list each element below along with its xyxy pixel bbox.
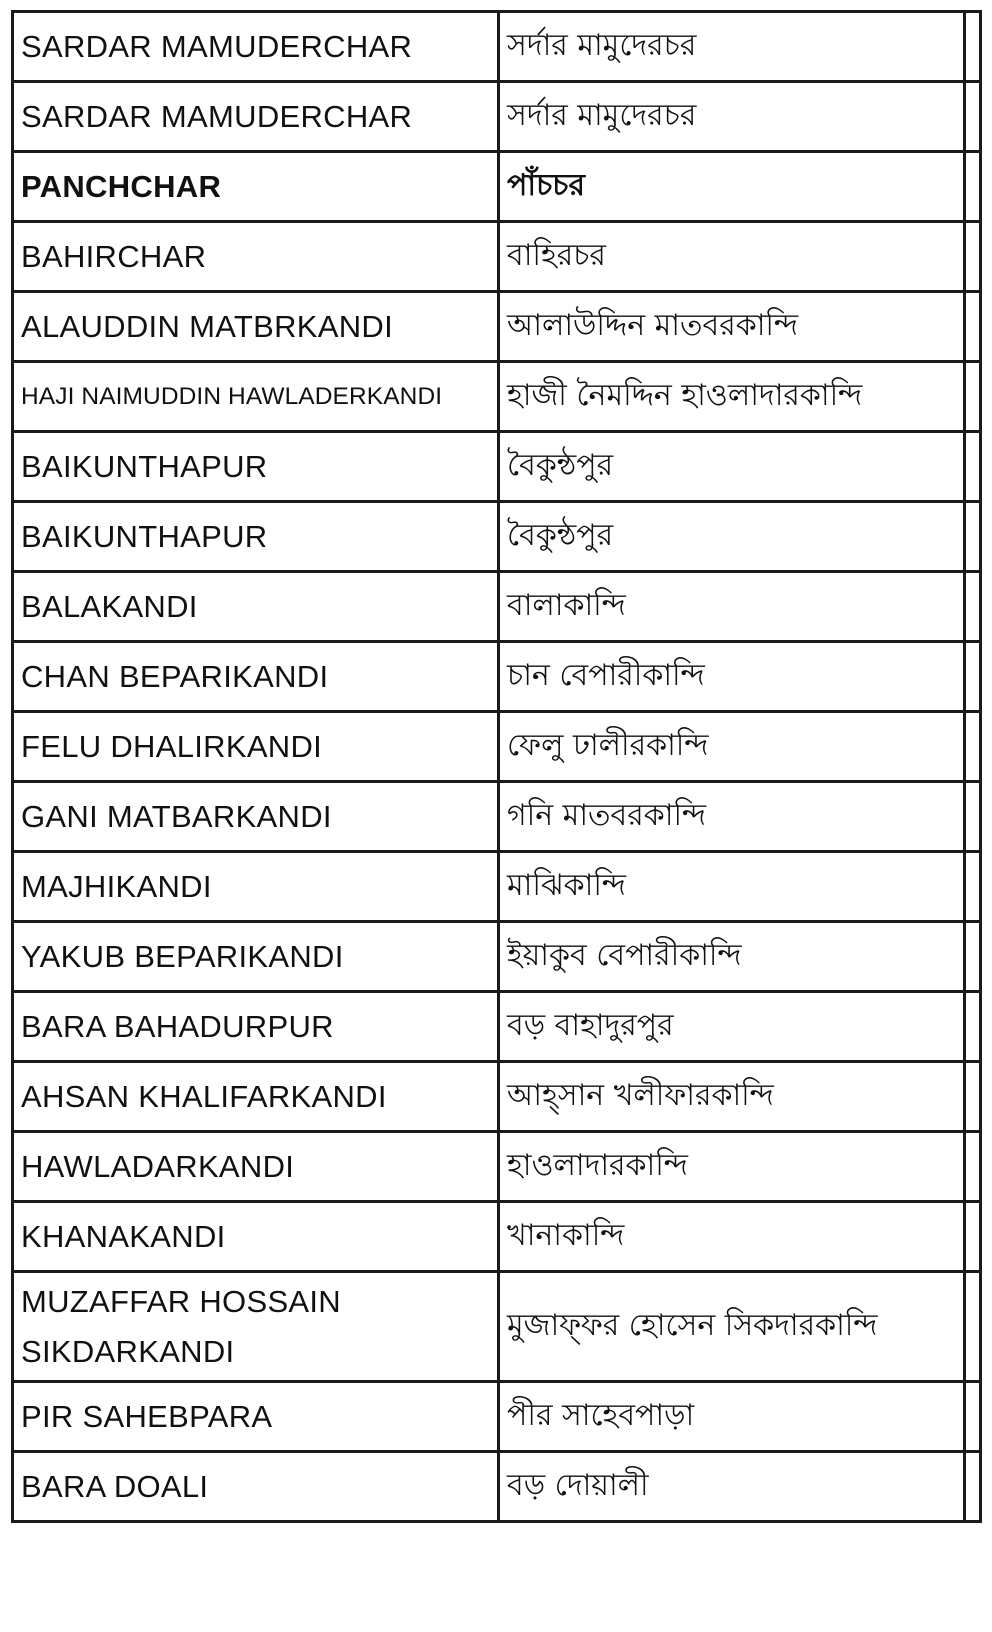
english-name-cell: SARDAR MAMUDERCHAR <box>13 82 499 152</box>
english-name-cell: BAHIRCHAR <box>13 222 499 292</box>
table-row <box>13 502 981 572</box>
empty-cell <box>965 292 981 362</box>
english-name-cell: ALAUDDIN MATBRKANDI <box>13 292 499 362</box>
english-name-cell: HAJI NAIMUDDIN HAWLADERKANDI <box>13 362 499 432</box>
table-row <box>13 362 981 432</box>
english-name-cell: SARDAR MAMUDERCHAR <box>13 12 499 82</box>
table-row <box>13 1132 981 1202</box>
empty-cell <box>965 1202 981 1272</box>
empty-cell <box>965 152 981 222</box>
table-row <box>13 1452 981 1522</box>
english-name-cell: MUZAFFAR HOSSAIN SIKDARKANDI <box>13 1272 499 1382</box>
bengali-name-cell: মাঝিকান্দি <box>499 852 965 922</box>
english-name-cell: PANCHCHAR <box>13 152 499 222</box>
table-row <box>13 1202 981 1272</box>
empty-cell <box>965 82 981 152</box>
english-name-cell: BALAKANDI <box>13 572 499 642</box>
table-row <box>13 292 981 362</box>
empty-cell <box>965 852 981 922</box>
table-row <box>13 1062 981 1132</box>
empty-cell <box>965 362 981 432</box>
empty-cell <box>965 782 981 852</box>
table-row <box>13 992 981 1062</box>
bengali-name-cell: খানাকান্দি <box>499 1202 965 1272</box>
bengali-name-cell: চান বেপারীকান্দি <box>499 642 965 712</box>
bengali-name-cell: সর্দার মামুদেরচর <box>499 12 965 82</box>
english-name-cell: CHAN BEPARIKANDI <box>13 642 499 712</box>
table-row <box>13 852 981 922</box>
bengali-name-cell: পীর সাহেবপাড়া <box>499 1382 965 1452</box>
english-name-cell: MAJHIKANDI <box>13 852 499 922</box>
empty-cell <box>965 992 981 1062</box>
empty-cell <box>965 1272 981 1382</box>
table-row <box>13 82 981 152</box>
english-name-cell: BAIKUNTHAPUR <box>13 432 499 502</box>
bengali-name-cell: হাওলাদারকান্দি <box>499 1132 965 1202</box>
table-row <box>13 222 981 292</box>
bengali-name-cell: বালাকান্দি <box>499 572 965 642</box>
empty-cell <box>965 502 981 572</box>
empty-cell <box>965 432 981 502</box>
empty-cell <box>965 1132 981 1202</box>
bengali-name-cell: আলাউদ্দিন মাতবরকান্দি <box>499 292 965 362</box>
bengali-name-cell: বৈকুন্ঠপুর <box>499 502 965 572</box>
english-name-cell: GANI MATBARKANDI <box>13 782 499 852</box>
table-row <box>13 782 981 852</box>
table-row <box>13 432 981 502</box>
empty-cell <box>965 1452 981 1522</box>
empty-cell <box>965 922 981 992</box>
table-row <box>13 1382 981 1452</box>
bengali-name-cell: বড় দোয়ালী <box>499 1452 965 1522</box>
empty-cell <box>965 222 981 292</box>
english-name-cell: BARA DOALI <box>13 1452 499 1522</box>
place-name-table <box>11 10 982 1523</box>
table-row <box>13 12 981 82</box>
english-name-cell: AHSAN KHALIFARKANDI <box>13 1062 499 1132</box>
bengali-name-cell: পাঁচচর <box>499 152 965 222</box>
bengali-name-cell: বড় বাহাদুরপুর <box>499 992 965 1062</box>
table-row <box>13 712 981 782</box>
bengali-name-cell: সর্দার মামুদেরচর <box>499 82 965 152</box>
table-row <box>13 572 981 642</box>
english-name-cell: YAKUB BEPARIKANDI <box>13 922 499 992</box>
empty-cell <box>965 1382 981 1452</box>
table-row <box>13 1272 981 1382</box>
english-name-cell: HAWLADARKANDI <box>13 1132 499 1202</box>
english-name-cell: PIR SAHEBPARA <box>13 1382 499 1452</box>
english-name-cell: KHANAKANDI <box>13 1202 499 1272</box>
table-row <box>13 152 981 222</box>
table-row <box>13 642 981 712</box>
table-row <box>13 922 981 992</box>
english-name-cell: FELU DHALIRKANDI <box>13 712 499 782</box>
bengali-name-cell: আহ্সান খলীফারকান্দি <box>499 1062 965 1132</box>
bengali-name-cell: বাহিরচর <box>499 222 965 292</box>
empty-cell <box>965 1062 981 1132</box>
bengali-name-cell: মুজাফ্ফর হোসেন সিকদারকান্দি <box>499 1272 965 1382</box>
empty-cell <box>965 12 981 82</box>
bengali-name-cell: গনি মাতবরকান্দি <box>499 782 965 852</box>
empty-cell <box>965 712 981 782</box>
empty-cell <box>965 642 981 712</box>
bengali-name-cell: ইয়াকুব বেপারীকান্দি <box>499 922 965 992</box>
bengali-name-cell: হাজী নৈমদ্দিন হাওলাদারকান্দি <box>499 362 965 432</box>
empty-cell <box>965 572 981 642</box>
english-name-cell: BARA BAHADURPUR <box>13 992 499 1062</box>
bengali-name-cell: বৈকুন্ঠপুর <box>499 432 965 502</box>
bengali-name-cell: ফেলু ঢালীরকান্দি <box>499 712 965 782</box>
english-name-cell: BAIKUNTHAPUR <box>13 502 499 572</box>
